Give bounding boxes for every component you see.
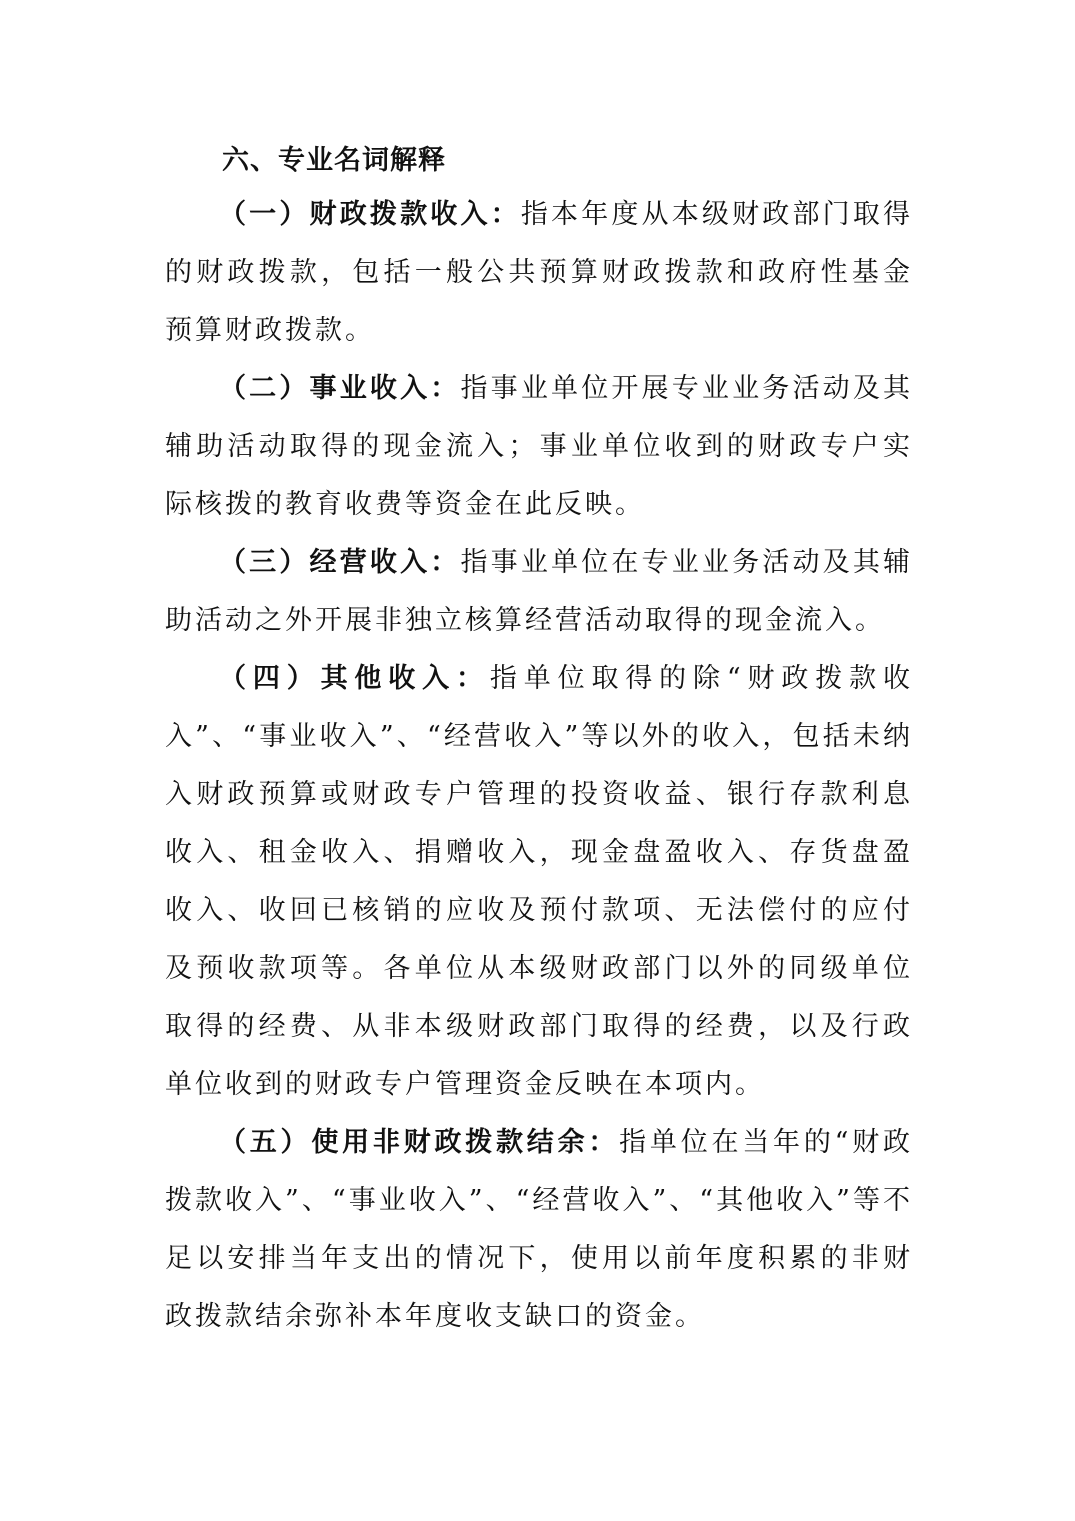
definition-financial-appropriation-income: [165, 186, 913, 360]
definition-term: （二）事业收入：: [219, 373, 461, 404]
definition-term: （三）经营收入：: [219, 547, 461, 578]
definition-text: 指事业单位开展专业业务活动及其辅助活动取得的现金流入；事业单位收到的财政专户实际核拨的教育收费等资金在此反映。: [165, 373, 914, 520]
definition-text: 指单位在当年的“财政拨款收入”、“事业收入”、“经营收入”、“其他收入”等不足以安排当年支出的情况下，使用以前年度积累的非财政拨款结余弥补本年度收支缺口的资金。: [165, 1127, 913, 1332]
definition-text: 指本年度从本级财政部门取得的财政拨款，包括一般公共预算财政拨款和政府性基金预算财政拨款。: [165, 199, 914, 346]
definition-text: 指事业单位在专业业务活动及其辅助活动之外开展非独立核算经营活动取得的现金流入。: [165, 547, 914, 636]
definition-other-income: [165, 650, 913, 1114]
definition-institution-income: [165, 360, 913, 534]
section-heading: 六、专业名词解释: [222, 145, 446, 176]
document-body: [165, 136, 913, 1346]
definition-term: （五）使用非财政拨款结余：: [219, 1127, 620, 1158]
definition-term: （一）财政拨款收入：: [219, 199, 521, 230]
definition-non-appropriation-surplus: [165, 1114, 913, 1346]
definition-text: 指单位取得的除“财政拨款收入”、“事业收入”、“经营收入”等以外的收入，包括未纳入财政预算或财政专户管理的投资收益、银行存款利息收入、租金收入、捐赠收入，现金盘盈收入、存货盘盈收入、收回已核销的应收及预付款项、无法偿付的应付及预收款项等。各单位从本级财政部门以外的同级单位取得的经费、从非本级财政部门取得的经费，以及行政单位收到的财政专户管理资金反映在本项内。: [165, 663, 913, 1100]
definition-operating-income: [165, 534, 913, 650]
definition-term: （四）其他收入：: [219, 663, 490, 694]
